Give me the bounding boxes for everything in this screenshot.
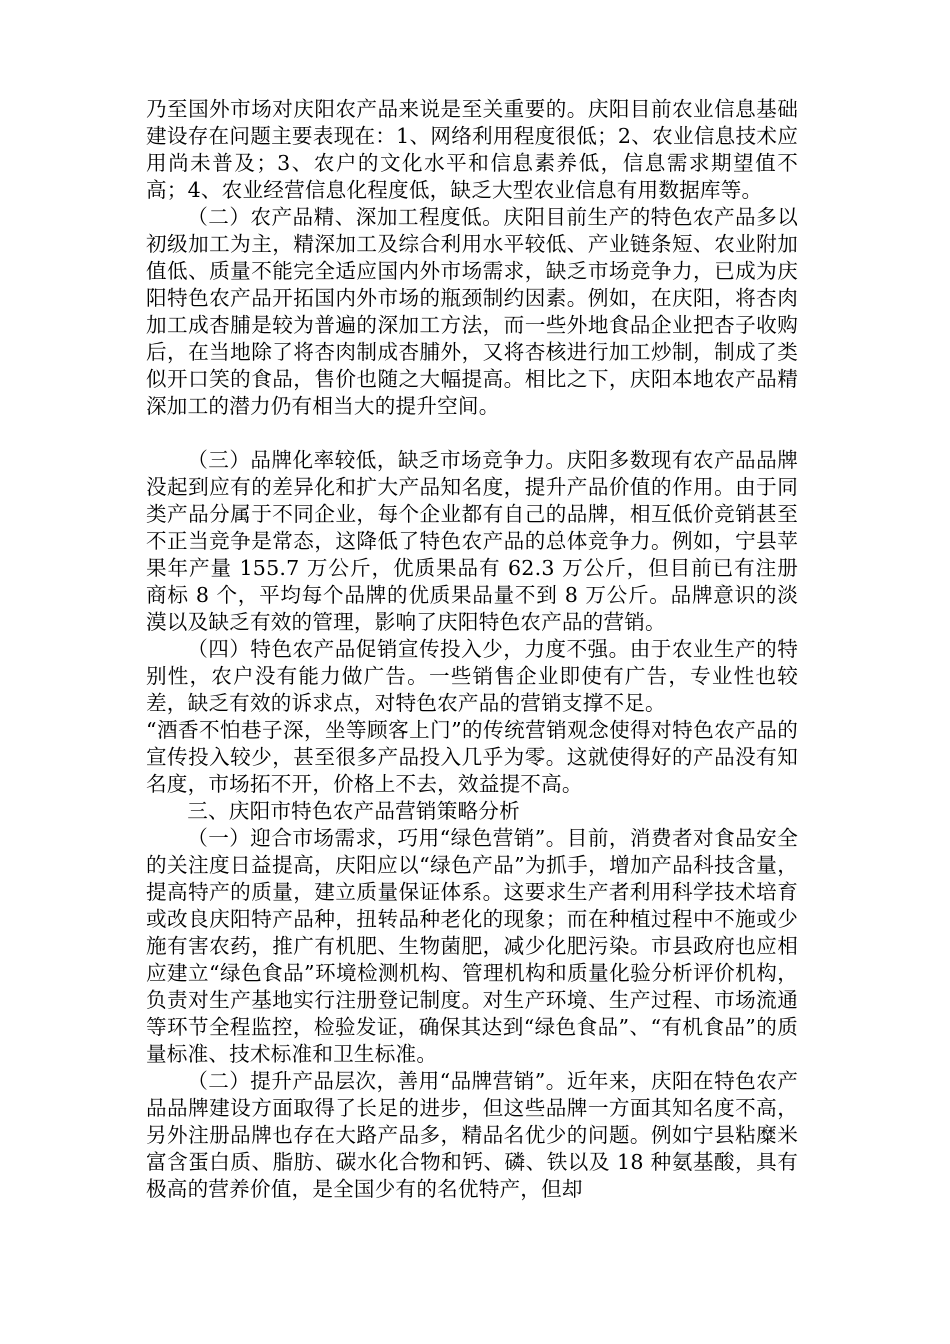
paragraph-promotion-investment: （四）特色农产品促销宣传投入少，力度不强。由于农业生产的特别性，农户没有能力做广告。一些销售企业即使有广告，专业性也较差，缺乏有效的诉求点，对特色农产品的营销支撑不足。 [146, 637, 798, 715]
section-heading-strategy: 三、庆阳市特色农产品营销策略分析 [187, 799, 520, 823]
paragraph-spacer [146, 420, 798, 447]
paragraph-green-marketing: （一）迎合市场需求，巧用“绿色营销”。目前，消费者对食品安全的关注度日益提高，庆阳应以“绿色产品”为抓手，增加产品科技含量，提高特产的质量，建立质量保证体系。这要求生产者利用科学技术培育或改良庆阳特产品种，扭转品种老化的现象；而在种植过程中不施或少施有害农药，推广有机肥、生物菌肥，减少化肥污染。市县政府也应相应建立“绿色食品”环境检测机构、管理机构和质量化验分析评价机构，负责对生产基地实行注册登记制度。对生产环境、生产过程、市场流通等环节全程监控，检验发证，确保其达到“绿色食品”、“有机食品”的质量标准、技术标准和卫生标准。 [146, 826, 798, 1066]
paragraph-traditional-marketing: “酒香不怕巷子深，坐等顾客上门”的传统营销观念使得对特色农产品的宣传投入较少，甚至很多产品投入几乎为零。这就使得好的产品没有知名度，市场拓不开，价格上不去，效益提不高。 [146, 718, 798, 796]
document-body [146, 96, 798, 1203]
paragraph-brand-marketing: （二）提升产品层次，善用“品牌营销”。近年来，庆阳在特色农产品品牌建设方面取得了长足的进步，但这些品牌一方面其知名度不高，另外注册品牌也存在大路产品多，精品名优少的问题。例如宁县粘糜米富含蛋白质、脂肪、碳水化合物和钙、磷、铁以及 18 种氨基酸，具有极高的营养价值，是全国少有的名优特产，但却 [146, 1069, 798, 1201]
paragraph-info-infrastructure: 乃至国外市场对庆阳农产品来说是至关重要的。庆阳目前农业信息基础建设存在问题主要表现在：1、网络利用程度很低；2、农业信息技术应用尚未普及；3、农户的文化水平和信息素养低，信息需求期望值不高；4、农业经营信息化程度低，缺乏大型农业信息有用数据库等。 [146, 97, 798, 202]
paragraph-branding-rate: （三）品牌化率较低，缺乏市场竞争力。庆阳多数现有农产品品牌没起到应有的差异化和扩大产品知名度，提升产品价值的作用。由于同类产品分属于不同企业，每个企业都有自己的品牌，相互低价竞销甚至不正当竞争是常态，这降低了特色农产品的总体竞争力。例如，宁县苹果年产量 155.7 万公斤，优质果品有 62.3 万公斤，但目前已有注册商标 8 个，平均每个品牌的优质果品量不到 8 万公斤。品牌意识的淡漠以及缺乏有效的管理，影响了庆阳特色农产品的营销。 [146, 448, 798, 634]
paragraph-processing-level: （二）农产品精、深加工程度低。庆阳目前生产的特色农产品多以初级加工为主，精深加工及综合利用水平较低、产业链条短、农业附加值低、质量不能完全适应国内外市场需求，缺乏市场竞争力，已成为庆阳特色农产品开拓国内外市场的瓶颈制约因素。例如，在庆阳，将杏肉加工成杏脯是较为普遍的深加工方法，而一些外地食品企业把杏子收购后，在当地除了将杏肉制成杏脯外，又将杏核进行加工炒制，制成了类似开口笑的食品，售价也随之大幅提高。相比之下，庆阳本地农产品精深加工的潜力仍有相当大的提升空间。 [146, 205, 798, 418]
